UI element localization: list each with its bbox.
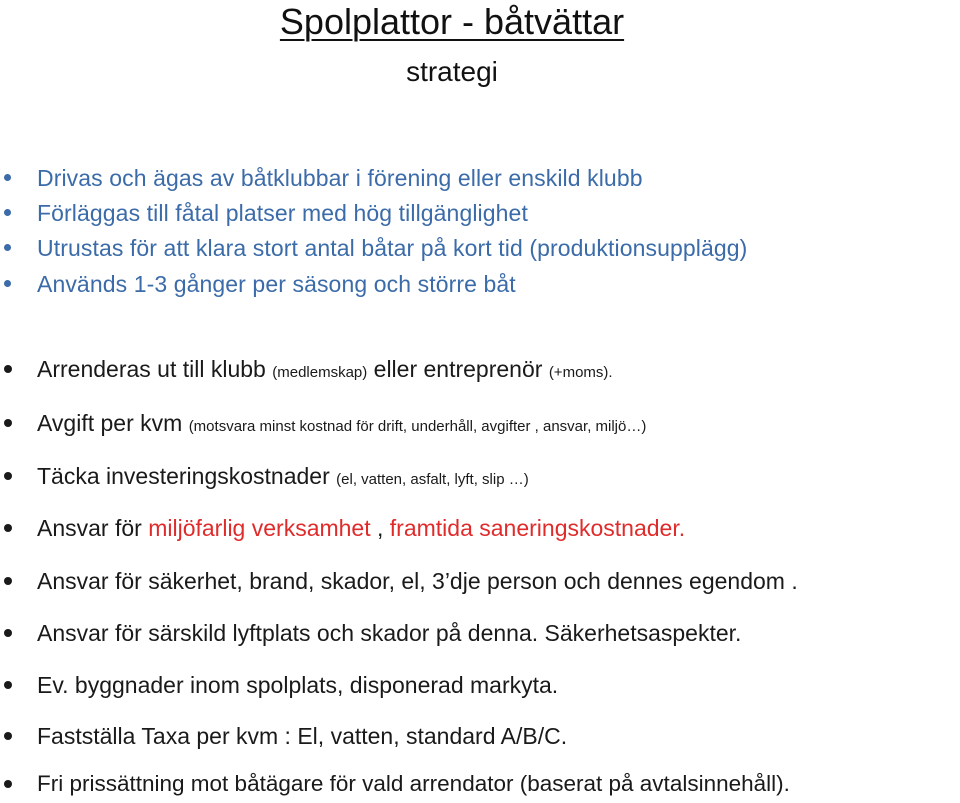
bullet-item [0,768,960,800]
bullet-dot-icon [4,524,12,532]
bullet-text: Utrustas för att klara stort antal båtar på kort tid (produktionsupplägg) [37,235,748,261]
bullet-text: Fastställa Taxa per kvm : El, vatten, standard A/B/C. [37,723,568,749]
bullet-dot-icon [4,629,12,637]
bullet-dot-icon [4,244,11,251]
bullet-text: Används 1-3 gånger per säsong och större båt [37,271,516,297]
bullet-item [0,617,960,649]
bullet-item [0,268,960,300]
bullet-text [37,512,685,544]
bullet-dot-icon [4,174,11,181]
bullet-item [0,565,960,597]
bullet-dot-icon [4,577,12,585]
bullet-text-main: Ansvar för [37,515,149,541]
bullet-text: Fri prissättning mot båtägare för vald arrendator (baserat på avtalsinnehåll). [37,771,790,796]
bullet-text [37,407,646,443]
bullet-dot-icon [4,681,12,689]
bullet-text-note: (el, vatten, asfalt, lyft, slip …) [336,471,529,488]
highlight-text: miljöfarlig verksamhet [148,515,371,541]
bullet-text: Ev. byggnader inom spolplats, disponerad markyta. [37,672,559,698]
bullet-dot-icon [4,280,11,287]
bullet-item [0,407,960,439]
bullet-text [37,460,529,496]
bullet-text-main: , [370,515,390,541]
bullet-text-main: Täcka investeringskostnader [37,463,337,489]
bullet-text: Ansvar för särskild lyftplats och skador på denna. Säkerhetsaspekter. [37,620,742,646]
slide-subtitle: strategi [406,56,498,87]
bullet-text: Drivas och ägas av båtklubbar i förening eller enskild klubb [37,165,643,191]
bullet-dot-icon [4,419,12,427]
bullet-text [37,353,613,389]
bullet-text-main: Arrenderas ut till klubb [37,356,273,382]
bullet-dot-icon [4,209,11,216]
bullet-item [0,232,960,264]
highlight-text: framtida saneringskostnader [389,515,679,541]
slide-title: Spolplattor - båtvättar [279,1,625,42]
bullet-item [0,353,960,385]
bullet-item [0,460,960,492]
bullet-item [0,197,960,229]
bullet-text: Förläggas till fåtal platser med hög tillgänglighet [37,200,528,226]
bullet-text-note: (+moms). [548,364,613,381]
bullet-text-note: (medlemskap) [272,364,368,381]
bullet-item [0,720,960,752]
highlight-text: . [678,515,686,541]
bullet-text: Ansvar för säkerhet, brand, skador, el, 3’dje person och dennes egendom . [37,568,798,594]
bullet-text-note: (motsvara minst kostnad för drift, underhåll, avgifter , ansvar, miljö…) [188,418,647,435]
bullet-item [0,162,960,194]
bullet-dot-icon [4,732,12,740]
bullet-text-main: eller entreprenör [367,356,549,382]
bullet-item [0,669,960,701]
bullet-item [0,512,960,544]
bullet-dot-icon [4,472,12,480]
bullet-dot-icon [4,780,12,788]
bullet-dot-icon [4,365,12,373]
bullet-text-main: Avgift per kvm [37,410,189,436]
